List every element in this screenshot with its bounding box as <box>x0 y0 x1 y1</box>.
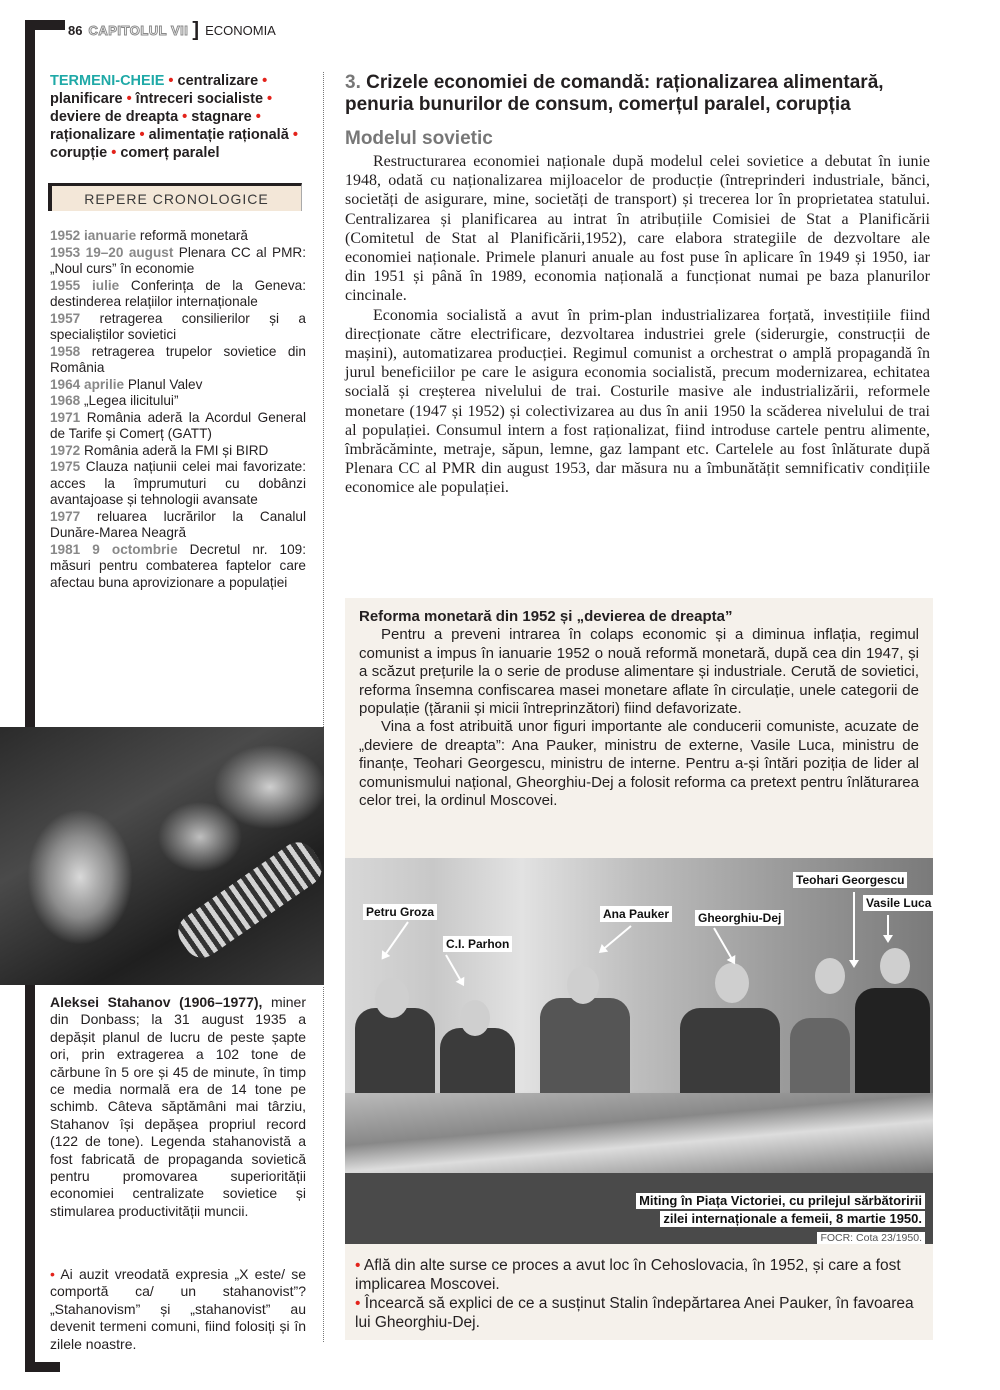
bullet-icon: • <box>139 127 149 143</box>
caption-line: zilei internaționale a femeii, 8 martie 1950. <box>660 1211 925 1227</box>
chronology-date: 1977 <box>50 508 81 524</box>
person-head <box>715 963 749 1003</box>
bullet-icon: • <box>111 145 121 161</box>
chronology-item <box>50 377 306 394</box>
chronology-title-box <box>48 183 302 211</box>
keyword: comerț paralel <box>120 145 220 161</box>
label-ci-parhon: C.I. Parhon <box>443 936 512 952</box>
keyword: raționalizare <box>50 127 140 143</box>
chronology-date: 1957 <box>50 310 81 326</box>
arrow-icon <box>887 915 889 937</box>
keyword: planificare <box>50 91 127 107</box>
chronology-text: România aderă la FMI și BIRD <box>80 442 269 458</box>
column-separator <box>323 72 324 727</box>
drill-shape <box>171 835 324 964</box>
chronology-text: Plenara CC al PMR: „Noul curs” în economie <box>50 244 306 276</box>
label-gheorghiu-dej: Gheorghiu-Dej <box>695 910 784 926</box>
chronology-text: retragerea consilierilor și a specialiștilor sovietici <box>50 310 306 342</box>
paragraph: Vina a fost atribuită unor figuri importante ale conducerii comuniste, acuzate de „deviere de dreapta”: Ana Pauker, ministru de externe, Vasile Luca, ministru de finanțe, Teohari Georgescu, ministru de interne. Pentru a-și întări poziția de lider al comunismului național, Gheorghiu-Dej a folosit reforma ca pretext pentru înlăturarea celor trei, la ordinul Moscovei. <box>359 718 919 810</box>
arrow-icon <box>853 892 855 962</box>
person-head <box>567 966 599 1004</box>
chronology-text: reluarea lucrărilor la Canalul Dunăre-Marea Neagră <box>50 508 306 540</box>
person-head <box>880 948 910 984</box>
chronology-item <box>50 344 306 377</box>
chronology-date: 1964 aprilie <box>50 376 125 392</box>
chronology-text: Clauza națiunii celei mai favorizate: acces la împrumuturi cu dobânzi avantajoase și tehnologii avansate <box>50 459 306 507</box>
bullet-icon: • <box>262 73 268 89</box>
chronology-item <box>50 228 306 245</box>
chronology-item <box>50 542 306 592</box>
bullet-icon: • <box>267 91 273 107</box>
keyword: întreceri socialiste <box>135 91 268 107</box>
question-item <box>355 1294 923 1332</box>
bullet-icon: • <box>355 1295 361 1312</box>
stahanov-name: Aleksei Stahanov (1906–1977), <box>50 994 263 1010</box>
bullet-icon: • <box>255 109 261 125</box>
stahanov-bio <box>50 994 306 1220</box>
chronology-text: Decretul nr. 109: măsuri pentru combaterea faptelor care afectau buna aprovizionare a populației <box>50 541 306 590</box>
chronology-item <box>50 459 306 509</box>
keywords-title: TERMENI-CHEIE <box>50 73 169 89</box>
chronology-item <box>50 311 306 344</box>
chronology-item <box>50 245 306 278</box>
keyword: corupție <box>50 145 112 161</box>
chronology-list <box>50 228 306 591</box>
page-frame-bottom-bar <box>25 1362 60 1372</box>
chronology-text: retragerea trupelor sovietice din România <box>50 343 306 375</box>
bracket-glyph: ] <box>192 19 200 41</box>
chronology-text: România aderă la Acordul General de Tarife și Comerț (GATT) <box>50 409 306 441</box>
keyword: deviere de dreapta <box>50 109 183 125</box>
chronology-item <box>50 278 306 311</box>
person-head <box>375 978 409 1018</box>
bullet-icon: • <box>168 73 178 89</box>
paragraph: Restructurarea economiei naționale după modelul celei sovietice a debutat în iunie 1948, odată cu naționalizarea mijloacelor de producție (întreprinderi industriale, bănci, societăți de asigurare, mine, societăți de transport) și trecerea lor în proprietatea statului. Centralizarea și planificarea au intrat în atribuțiile Comisiei de Stat a Planificării (Comitetul de Stat al Planificării,1952), care elabora strategiile de dezvoltare ale economiei naționale. Primele planuri anuale au fost puse în aplicare în 1949 și 1950, iar din 1951 și până în 1989, economia națională a funcționat numai pe baza planurilor cincinale. <box>345 153 930 305</box>
keyword: alimentație rațională <box>148 127 293 143</box>
stahanov-question <box>50 1266 306 1353</box>
photo-caption <box>636 1192 925 1244</box>
page-frame-top-bar <box>25 20 65 30</box>
bullet-icon: • <box>355 1257 361 1274</box>
question-text: Încearcă să explici de ce a susținut Stalin îndepărtarea Anei Pauker, în favoarea lui Gheorghiu-Dej. <box>355 1295 914 1331</box>
caption-source: FOCR: Cota 23/1950. <box>817 1232 925 1244</box>
chronology-date: 1955 iulie <box>50 277 120 293</box>
chronology-date: 1981 9 octombrie <box>50 541 178 557</box>
chronology-text: „Legea ilicitului” <box>80 393 179 408</box>
stahanov-description: miner din Donbass; la 31 august 1935 a depășit planul de lucru de peste șapte ori, prin extragerea a 102 tone de cărbune în 5 ore și 45 de minute, în timp ce media normală era de 14 tone pe schimb. Câteva săptămâni mai târziu, Stahanov își depășea propriul record (122 de tone). Legenda stahanovistă a fost fabricată de propaganda sovietică pentru promovarea superiorității economiei centralizate sovietice și stimularea productivității muncii. <box>50 994 306 1219</box>
bullet-icon: • <box>292 127 298 143</box>
arrow-icon <box>603 925 632 950</box>
label-vasile-luca: Vasile Luca <box>863 895 933 911</box>
lesson-number: 3. <box>345 72 361 93</box>
keyword: stagnare <box>191 109 256 125</box>
chronology-item <box>50 393 306 410</box>
arrow-icon <box>384 921 409 955</box>
tribune-banner <box>345 1093 933 1173</box>
stahanov-question-text: Ai auzit vreodată expresia „X este/ se comportă ca/ un stahanovist”? „Stahanovism” și „stahanovist” au devenit termeni comuni, fiind folosiți și în zilele noastre. <box>50 1266 306 1352</box>
page-number: 86 <box>68 22 83 38</box>
bullet-icon: • <box>182 109 192 125</box>
chronology-date: 1958 <box>50 343 81 359</box>
chronology-item <box>50 443 306 460</box>
lesson-title <box>345 72 945 116</box>
chronology-date: 1972 <box>50 442 81 458</box>
arrow-icon <box>713 928 733 960</box>
meeting-photo <box>345 858 933 1244</box>
stahanov-photo <box>0 727 324 985</box>
reforma-title: Reforma monetară din 1952 și „devierea de dreapta” <box>359 608 733 625</box>
chronology-date: 1968 <box>50 393 81 408</box>
page-frame-left-bar <box>25 20 35 1372</box>
paragraph: Pentru a preveni intrarea în colaps economic și a diminua inflația, regimul comunist a impus în ianuarie 1952 o nouă reformă monetară, după cea din 1947, și a scăzut prețurile la o serie de produse alimentare și industriale. Cerută de sovietici, reforma însemna confiscarea masei monetare aflate în circulație, unele categorii de populație (țăranii și micii întreprinzători) fiind defavorizate. <box>359 626 919 718</box>
person-head <box>815 958 845 994</box>
chronology-text: Conferința de la Geneva: destinderea relațiilor internaționale <box>50 277 306 309</box>
reforma-box <box>345 598 933 858</box>
lesson-body <box>345 152 930 498</box>
questions-box <box>345 1244 933 1340</box>
section-name: ECONOMIA <box>205 22 276 38</box>
chronology-text: reformă monetară <box>136 228 248 243</box>
chronology-item <box>50 410 306 443</box>
chapter-label: CAPITOLUL VII <box>88 22 189 38</box>
label-ana-pauker: Ana Pauker <box>600 906 672 922</box>
lesson-title-text: Crizele economiei de comandă: raționalizarea alimentară, penuria bunurilor de consum, comerțul paralel, corupția <box>345 72 884 115</box>
chronology-date: 1952 ianuarie <box>50 228 137 243</box>
question-text: Află din alte surse ce proces a avut loc în Cehoslovacia, în 1952, și care a fost implicarea Moscovei. <box>355 1257 901 1293</box>
page-header <box>68 20 276 40</box>
label-petru-groza: Petru Groza <box>363 904 437 920</box>
chronology-text: Planul Valev <box>124 376 203 392</box>
chronology-item <box>50 509 306 542</box>
column-separator-lower <box>323 987 324 1342</box>
chronology-date: 1953 19–20 august <box>50 244 174 260</box>
chronology-title: REPERE CRONOLOGICE <box>84 190 269 207</box>
label-teohari-georgescu: Teohari Georgescu <box>793 872 907 888</box>
subheading: Modelul sovietic <box>345 128 493 149</box>
question-item <box>355 1256 923 1294</box>
bullet-icon: • <box>126 91 136 107</box>
chronology-date: 1975 <box>50 459 81 474</box>
keyword: centralizare <box>177 73 263 89</box>
caption-line: Miting în Piața Victoriei, cu prilejul sărbătoririi <box>636 1193 925 1209</box>
keywords-block <box>50 72 312 162</box>
person-head <box>460 1000 490 1036</box>
bullet-icon: • <box>50 1266 55 1282</box>
paragraph: Economia socialistă a avut în prim-plan industrializarea forțată, investițiile fiind direcționate către electrificare, dezvoltarea industriei grele (siderurgie, construcții de mașini), automatizarea producției. Regimul comunist a orchestrat o amplă propagandă în jurul beneficiilor pe care le asigura economia socialistă, precum modernizarea, echitatea socială și creșterea nivelului de trai. Costurile masive ale industrializării, reformele monetare (1947 și 1952) și colectivizarea au dus în anii 1950 la scăderea nivelului de trai al populației. Consumul intern a fost raționalizat, fiind introduse cartele pentru alimente, îmbrăcăminte, metraje, săpun, lemne, gaz lampant etc. Cartelele au fost înlăturate după Plenara CC al PMR din august 1953, dar măsura nu a îmbunătățit semnificativ condițiile economice ale populației. <box>345 306 930 497</box>
chronology-date: 1971 <box>50 409 81 425</box>
